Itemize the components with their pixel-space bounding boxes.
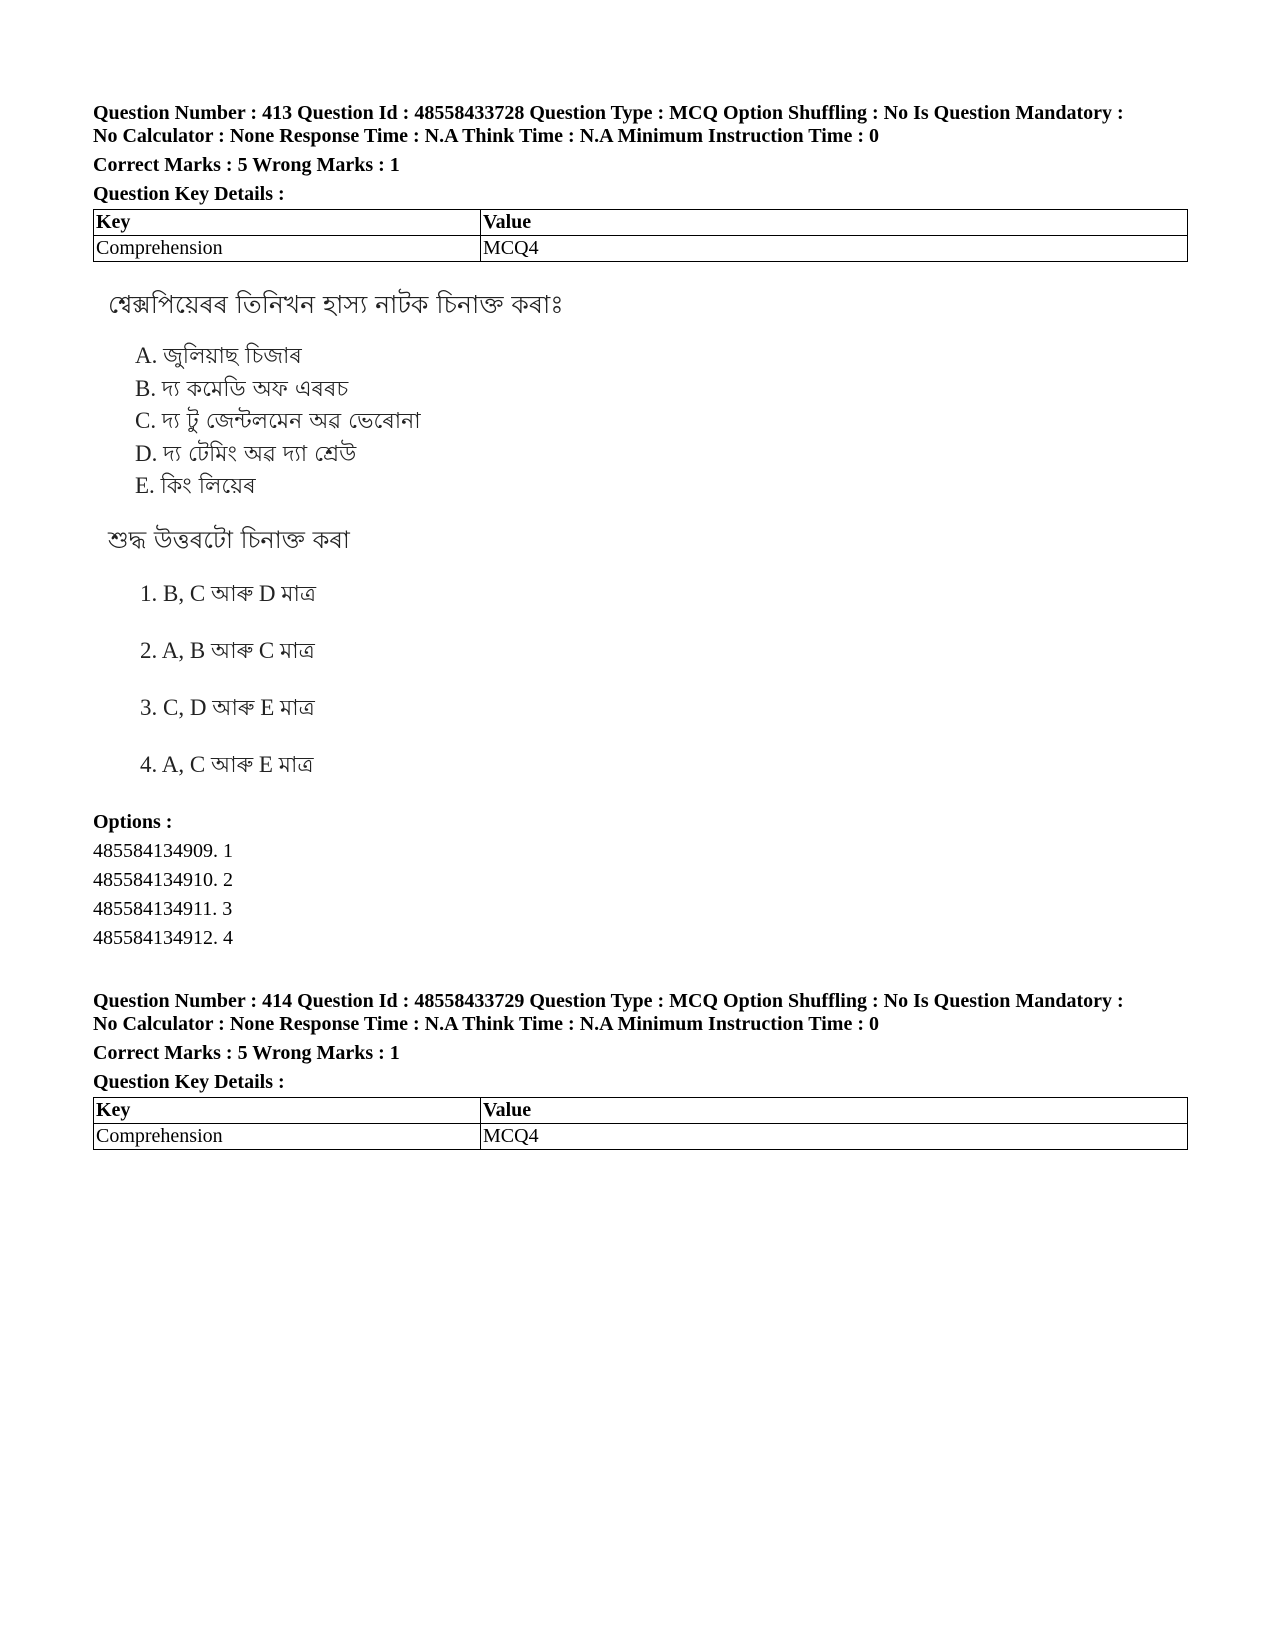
statement-text: কিং লিয়েৰ [160, 474, 256, 499]
statement-letter: B. [135, 375, 157, 401]
key-details-table [93, 1097, 1188, 1150]
question-meta-line-1: Question Number : 414 Question Id : 48558433729 Question Type : MCQ Option Shuffling : No Is Question Mandatory : [93, 990, 1124, 1012]
answer-join: আৰু [210, 638, 254, 664]
question-image-content [108, 290, 588, 807]
answer-number: 4. [140, 751, 158, 777]
answer-choice [140, 579, 588, 636]
answer-letter: E [258, 751, 273, 777]
marks-line: Correct Marks : 5 Wrong Marks : 1 [93, 1042, 400, 1064]
options-list [93, 808, 233, 953]
question-meta [93, 102, 1188, 148]
table-header-value: Value [481, 1098, 1188, 1124]
statement-text: দ্য টেমিং অৱ দ্যা শ্ৰেউ [163, 441, 357, 467]
option-item: 485584134912. 4 [93, 927, 233, 949]
answer-letter: E [260, 694, 275, 720]
answer-letters: C, D [163, 694, 207, 720]
statement-letter: C. [135, 408, 157, 433]
answer-tail: মাত্ৰ [280, 695, 315, 721]
table-header-row [94, 210, 1188, 236]
options-label: Options : [93, 811, 173, 833]
statement-letter: A. [135, 343, 158, 368]
question-413 [93, 102, 1188, 262]
question-meta-line-1: Question Number : 413 Question Id : 48558433728 Question Type : MCQ Option Shuffling : No Is Question Mandatory : [93, 102, 1124, 124]
answer-join: আৰু [210, 581, 254, 607]
table-cell-value: MCQ4 [481, 1124, 1188, 1150]
statement-item [135, 470, 588, 503]
answer-letters: B, C [163, 580, 206, 606]
key-details-table [93, 209, 1188, 262]
statement-text: দ্য টু জেন্টলমেন অৱ ভেৰোনা [161, 409, 421, 434]
answer-number: 1. [140, 580, 158, 606]
key-details-label: Question Key Details : [93, 183, 285, 205]
option-item: 485584134911. 3 [93, 898, 233, 920]
table-header-key: Key [94, 210, 481, 236]
answer-number: 2. [140, 637, 158, 663]
table-header-value: Value [481, 210, 1188, 236]
answer-letter: D [258, 580, 276, 606]
answer-join: আৰু [212, 695, 255, 721]
answer-tail: মাত্ৰ [281, 581, 317, 607]
key-details-label: Question Key Details : [93, 1071, 285, 1093]
table-row [94, 1124, 1188, 1150]
table-cell-key: Comprehension [94, 236, 481, 262]
question-meta-line-2: No Calculator : None Response Time : N.A Think Time : N.A Minimum Instruction Time : 0 [93, 125, 879, 147]
statement-item [135, 438, 588, 471]
statement-letter: E. [135, 473, 155, 498]
answer-instruction: শুদ্ধ উত্তৰটো চিনাক্ত কৰা [108, 525, 350, 554]
option-item: 485584134909. 1 [93, 840, 233, 862]
answer-letters: A, B [161, 637, 206, 663]
answer-tail: মাত্ৰ [280, 638, 315, 664]
table-header-row [94, 1098, 1188, 1124]
question-stem: শ্বেক্সপিয়েৰৰ তিনিখন হাস্য নাটক চিনাক্ত কৰাঃ [108, 290, 564, 319]
table-header-key: Key [94, 1098, 481, 1124]
answer-choice [140, 750, 588, 807]
table-cell-value: MCQ4 [481, 236, 1188, 262]
statement-text: জুলিয়াছ চিজাৰ [163, 344, 302, 369]
table-cell-key: Comprehension [94, 1124, 481, 1150]
answer-join: আৰু [210, 752, 254, 778]
marks-line: Correct Marks : 5 Wrong Marks : 1 [93, 154, 400, 176]
question-414 [93, 990, 1188, 1150]
statement-item [135, 373, 588, 406]
answer-choice [140, 693, 588, 750]
answer-letters: A, C [161, 751, 206, 777]
statement-item [135, 340, 588, 373]
table-row [94, 236, 1188, 262]
statement-text: দ্য কমেডি অফ এৰৰচ [161, 376, 349, 402]
answer-tail: মাত্ৰ [278, 752, 314, 778]
question-meta-line-2: No Calculator : None Response Time : N.A Think Time : N.A Minimum Instruction Time : 0 [93, 1013, 879, 1035]
statement-item [135, 405, 588, 438]
statement-letter: D. [135, 440, 158, 466]
answer-number: 3. [140, 694, 158, 720]
question-meta [93, 990, 1188, 1036]
answer-choice [140, 636, 588, 693]
answer-letter: C [258, 637, 275, 663]
option-item: 485584134910. 2 [93, 869, 233, 891]
